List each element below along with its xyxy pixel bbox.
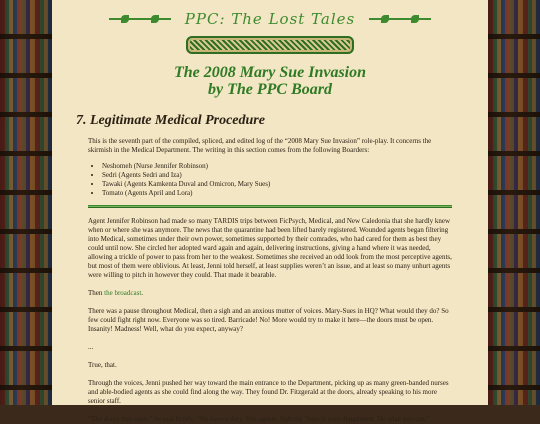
section-heading: 7. Legitimate Medical Procedure (76, 113, 265, 128)
page-content (52, 0, 488, 423)
boarders-list (88, 162, 452, 198)
green-divider (88, 205, 452, 208)
bookshelf-left-decoration (0, 0, 52, 405)
site-title[interactable]: PPC: The Lost Tales (184, 10, 356, 28)
celtic-knot-divider (186, 36, 354, 54)
text-span: Then (88, 289, 105, 297)
bookshelf-right-decoration (488, 0, 540, 405)
body-paragraph: Through the voices, Jenni pushed her way toward the main entrance to the Department, picking up as many green-banded nurses and able-bodied agents as she could find along the way. They found Dr. Fitzgerald at the doors, already speaking to his more senior staff. (88, 379, 449, 405)
list-item: • Tawaki (Agents Kamkenta Duval and Omicron, Mary Sues) (102, 180, 452, 189)
body-paragraph-with-link (88, 289, 452, 298)
body-paragraph: Agent Jennifer Robinson had made so many TARDIS trips between FicPsych, Medical, and New Caledonia that she hardly knew when or where she was anymore. The news that the quarantine had been lifted barely registered. Wounded agents began filtering into Medical, sometimes under their own power, sometimes supported by their comrades, who had cared for them as best they could until now. She circled her adopted ward again and again, delivering instructions, giving a hand where it was needed, allowing a trickle of power to pass from her to the weakest. Sometimes she received an odd look from the most perceptive agents, but most of them were oblivious. At least, Jenni told herself, at least supplies weren’t an issue, and at least so many unhurt agents were willing to pitch in however they could. That made it bearable. (88, 217, 452, 279)
list-item: • Tomato (Agents April and Lora) (102, 189, 452, 198)
body-paragraph: There was a pause throughout Medical, then a sigh and an anxious mutter of voices. Mary-Sues in HQ? What would they do? So few could fight right now. Everyone was so tired. Barricade! No! More would try to make it here—the doors must be open. Insanity! Madness! Well, what do you expect, anyway? (88, 307, 449, 333)
body-paragraph: True, that. (88, 361, 117, 369)
vine-right-ornament (369, 18, 431, 20)
text-span: . (141, 289, 144, 297)
story-title: The 2008 Mary Sue Invasion (173, 64, 367, 81)
list-item: • Sedri (Agents Sedri and Iza) (102, 171, 452, 180)
story-byline: by The PPC Board (208, 81, 332, 98)
section-intro: This is the seventh part of the compiled, spliced, and edited log of the “2008 Mary Sue Invasion” role-play. It concerns the skirmish in the Medical Department. The writing in this section comes from the following Boarders: (88, 137, 432, 154)
broadcast-link[interactable]: the broadcast (104, 289, 142, 297)
body-paragraph: ... (88, 343, 94, 351)
body-paragraph: “The doors stay open,” he said firmly. “We have a duty. You agents: fighting ’Sues is your department. Do what you can.” (88, 415, 430, 423)
vine-left-ornament (109, 18, 171, 20)
site-banner (52, 4, 488, 34)
section-content (88, 137, 452, 424)
list-item: • Neshomeh (Nurse Jennifer Robinson) (102, 162, 452, 171)
